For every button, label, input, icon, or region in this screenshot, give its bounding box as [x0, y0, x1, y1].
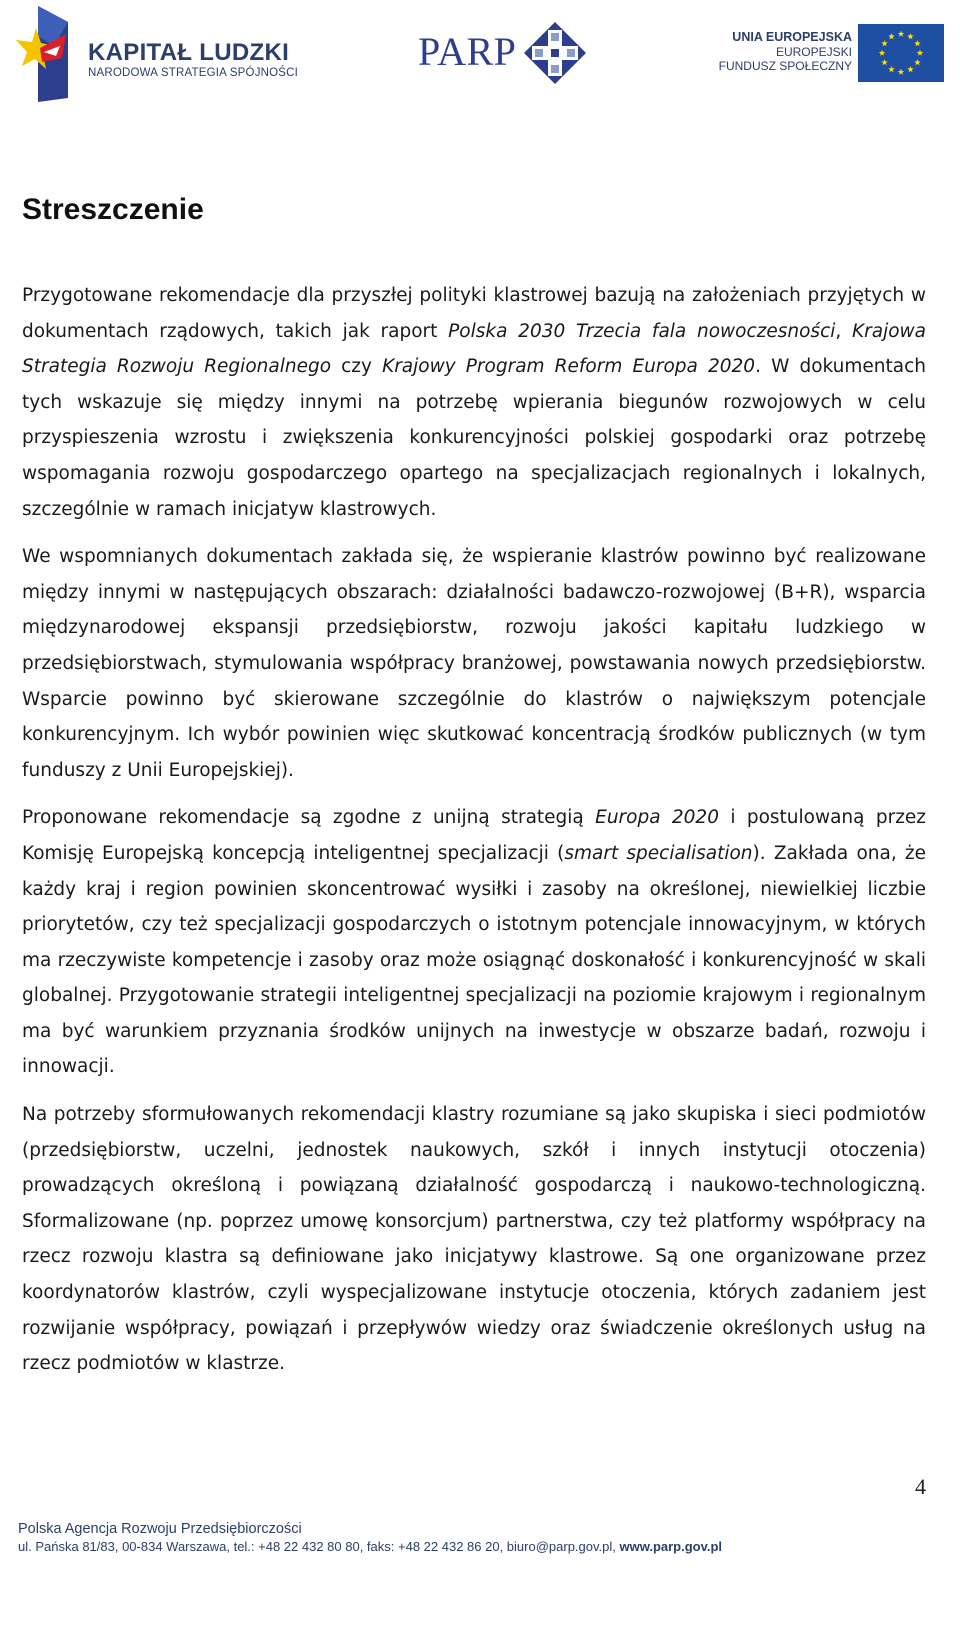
document-body: [22, 278, 926, 1394]
page-footer: [18, 1520, 938, 1555]
parp-logo: [418, 22, 586, 84]
parp-wordmark: PARP: [418, 29, 517, 74]
paragraph-1: Przygotowane rekomendacje dla przyszłej polityki klastrowej bazują na założeniach przyjętych w dokumentach rządowych, takich jak raport Polska 2030 Trzecia fala nowoczesności, Krajowa Strategia Rozwoju Regionalnego czy Krajowy Program Reform Europa 2020. W dokumentach tych wskazuje się między innymi na potrzebę wpierania biegunów rozwojowych w celu przyspieszenia wzrostu i zwiększenia konkurencyjności polskiej gospodarki oraz potrzebę wspomagania rozwoju gospodarczego opartego na specjalizacjach regionalnych i lokalnych, szczególnie w ramach inicjatyw klastrowych.: [22, 285, 927, 520]
eu-flag-icon: [858, 24, 944, 82]
page-header: [0, 0, 960, 110]
kapital-ludzki-logo: [8, 6, 308, 102]
eu-logo: [716, 24, 952, 86]
eu-line-union: UNIA EUROPEJSKA: [732, 30, 852, 44]
page-title: Streszczenie: [22, 193, 204, 226]
kapital-ludzki-title: KAPITAŁ LUDZKI: [88, 39, 290, 66]
paragraph-4: Na potrzeby sformułowanych rekomendacji klastry rozumiane są jako skupiska i sieci podmiotów (przedsiębiorstw, uczelni, jednostek naukowych, szkół i innych instytucji otoczenia) prowadzących określoną i powiązaną działalność gospodarczą i naukowo-technologiczną. Sformalizowane (np. poprzez umowę konsorcjum) partnerstwa, czy też platformy współpracy na rzecz rozwoju klastra są definiowane jako inicjatywy klastrowe. Są one organizowane przez koordynatorów klastrów, czyli wyspecjalizowane instytucje otoczenia, których zadaniem jest rozwijanie współpracy, powiązań i przepływów wiedzy oraz świadczenie określonych usług na rzecz podmiotów w klastrze.: [22, 1104, 926, 1375]
eu-line-social-fund: FUNDUSZ SPOŁECZNY: [718, 59, 852, 73]
paragraph-3: Proponowane rekomendacje są zgodne z unijną strategią Europa 2020 i postulowaną przez Komisję Europejską koncepcją inteligentnej specjalizacji (smart specialisation). Zakłada ona, że każdy kraj i region powinien skoncentrować wysiłki i zasoby na określonej, niewielkiej liczbie priorytetów, czy też specjalizacji gospodarczych o istotnym potencjale innowacyjnym, w których ma rzeczywiste kompetencje i zasoby oraz może osiągnąć doskonałość i konkurencyjność w skali globalnej. Przygotowanie strategii inteligentnej specjalizacji na poziomie krajowym i regionalnym ma być warunkiem przyznania środków unijnych na inwestycje w obszarze badań, rozwoju i innowacji.: [22, 807, 927, 1078]
footer-organization: Polska Agencja Rozwoju Przedsiębiorczości: [18, 1521, 302, 1537]
parp-emblem-icon: [524, 22, 586, 84]
kapital-ludzki-emblem-icon: [8, 6, 80, 102]
italic-term-smart-specialisation: smart specialisation: [564, 842, 753, 864]
eu-wordmark: [719, 30, 852, 73]
kapital-ludzki-subtitle: NARODOWA STRATEGIA SPÓJNOŚCI: [88, 67, 299, 79]
paragraph-2: We wspomnianych dokumentach zakłada się, że wspieranie klastrów powinno być realizowane między innymi w następujących obszarach: działalności badawczo-rozwojowej (B+R), wsparcia międzynarodowej ekspansji przedsiębiorstw, rozwoju jakości kapitału ludzkiego w przedsiębiorstwach, stymulowania współpracy branżowej, powstawania nowych przedsiębiorstw. Wsparcie powinno być skierowane szczególnie do klastrów o największym potencjale konkurencyjnym. Ich wybór powinien więc skutkować koncentracją środków publicznych (w tym funduszy z Unii Europejskiej).: [22, 546, 926, 781]
eu-line-european: EUROPEJSKI: [775, 45, 852, 59]
footer-address: ul. Pańska 81/83, 00-834 Warszawa, tel.: +48 22 432 80 80, faks: +48 22 432 86 20, biuro@parp.gov.pl, www.parp.gov.pl: [18, 1539, 723, 1554]
kapital-ludzki-wordmark: [88, 40, 298, 80]
footer-website: www.parp.gov.pl: [619, 1539, 723, 1554]
italic-title-ksrr: Krajowa Strategia Rozwoju Regionalnego: [22, 320, 926, 378]
italic-title-polska-2030: Polska 2030 Trzecia fala nowoczesności: [448, 320, 836, 342]
italic-title-europa-2020: Europa 2020: [595, 807, 719, 829]
italic-title-kpr: Krajowy Program Reform Europa 2020: [382, 356, 756, 378]
page-number: 4: [915, 1474, 926, 1499]
